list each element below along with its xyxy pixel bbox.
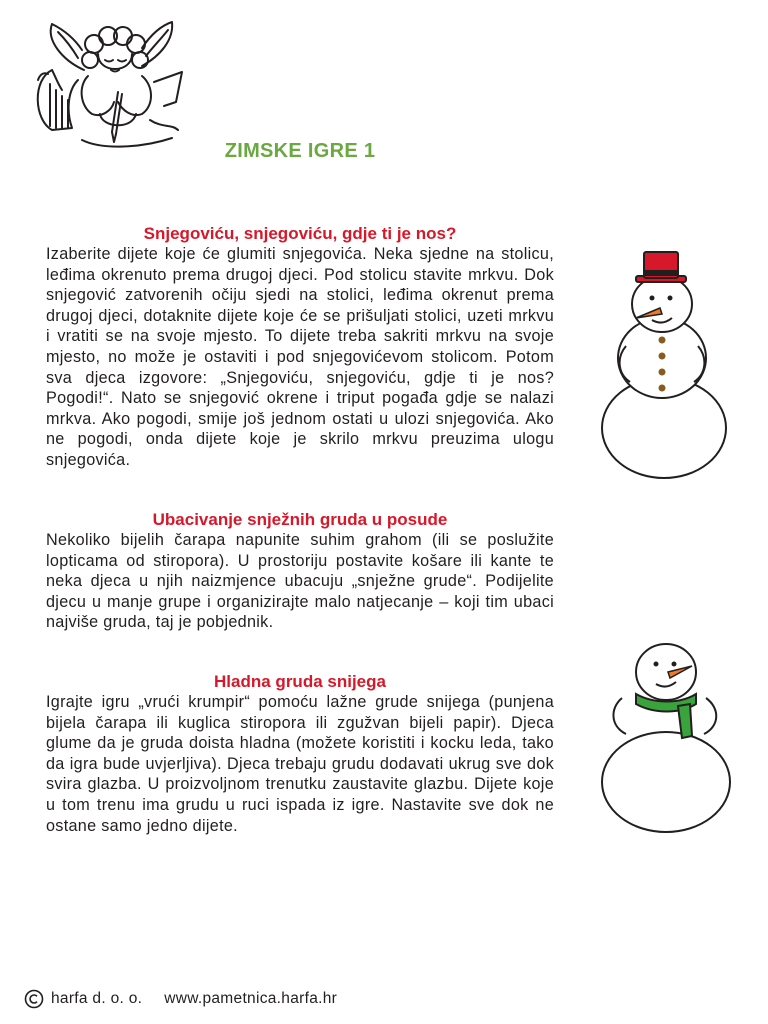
footer [24, 986, 337, 1012]
game-section-2 [46, 510, 554, 633]
game-section-3 [46, 672, 554, 836]
section-heading: Snjegoviću, snjegoviću, gdje ti je nos? [143, 224, 457, 243]
snowman-with-green-scarf-icon [596, 642, 736, 834]
page-title: ZIMSKE IGRE 1 [224, 140, 376, 162]
website-link[interactable]: www.pametnica.harfa.hr [164, 990, 338, 1007]
section-heading: Hladna gruda snijega [214, 672, 386, 691]
section-body: Nekoliko bijelih čarapa napunite suhim grahom (ili se poslužite lopticama od stiropora). U prostoriju postavite košare ili kante te neka djeca u njih naizmjence ubacuju „snježne grude“. Podijelite djecu u manje grupe i organizirajte malo natjecanje – koji tim ubaci najviše gruda, taj je pobjednik. [46, 531, 554, 632]
snowman-with-red-hat-icon [596, 246, 732, 480]
angel-with-harp-icon [22, 10, 202, 160]
copyright-icon [24, 989, 44, 1009]
section-body: Igrajte igru „vrući krumpir“ pomoću lažne grude snijega (punjena bijela čarapa ili kuglica stiropora ili zgužvan bijeli papir). Djeca glume da je gruda doista hladna (možete koristiti i kocku leda, tako da igra bude uvjerljiva). Djeca trebaju grudu dodavati ukrug sve dok svira glazba. U proizvoljnom trenutku zaustavite glazbu. Dijete koje u tom trenu ima grudu u ruci ispada iz igre. Nastavite sve dok ne ostane samo jedno dijete. [46, 693, 554, 835]
section-heading: Ubacivanje snježnih gruda u posude [152, 510, 448, 529]
company-name: harfa d. o. o. [51, 990, 143, 1007]
game-section-1 [46, 224, 554, 471]
section-body: Izaberite dijete koje će glumiti snjegovića. Neka sjedne na stolicu, leđima okrenuto prema drugoj djeci. Pod stolicu stavite mrkvu. Dok snjegović zatvorenih očiju sjedi na stolici, leđima okrenut prema drugoj djeci, dotaknite dijete koje će se prišuljati stolici, uzeti mrkvu i vratiti se na svoje mjesto. To dijete treba sakriti mrkvu na svoje mjesto, no može je ostaviti i pod snjegovićevom stolicom. Potom sva djeca izgovore: „Snjegoviću, snjegoviću, gdje ti je nos? Pogodi!“. Nato se snjegović okrene i triput pogađa gdje se nalazi mrkva. Ako pogodi, smije još jednom ostati u ulozi snjegovića. Ako ne pogodi, onda dijete koje je skrilo mrkvu preuzima ulogu snjegovića. [46, 245, 554, 469]
